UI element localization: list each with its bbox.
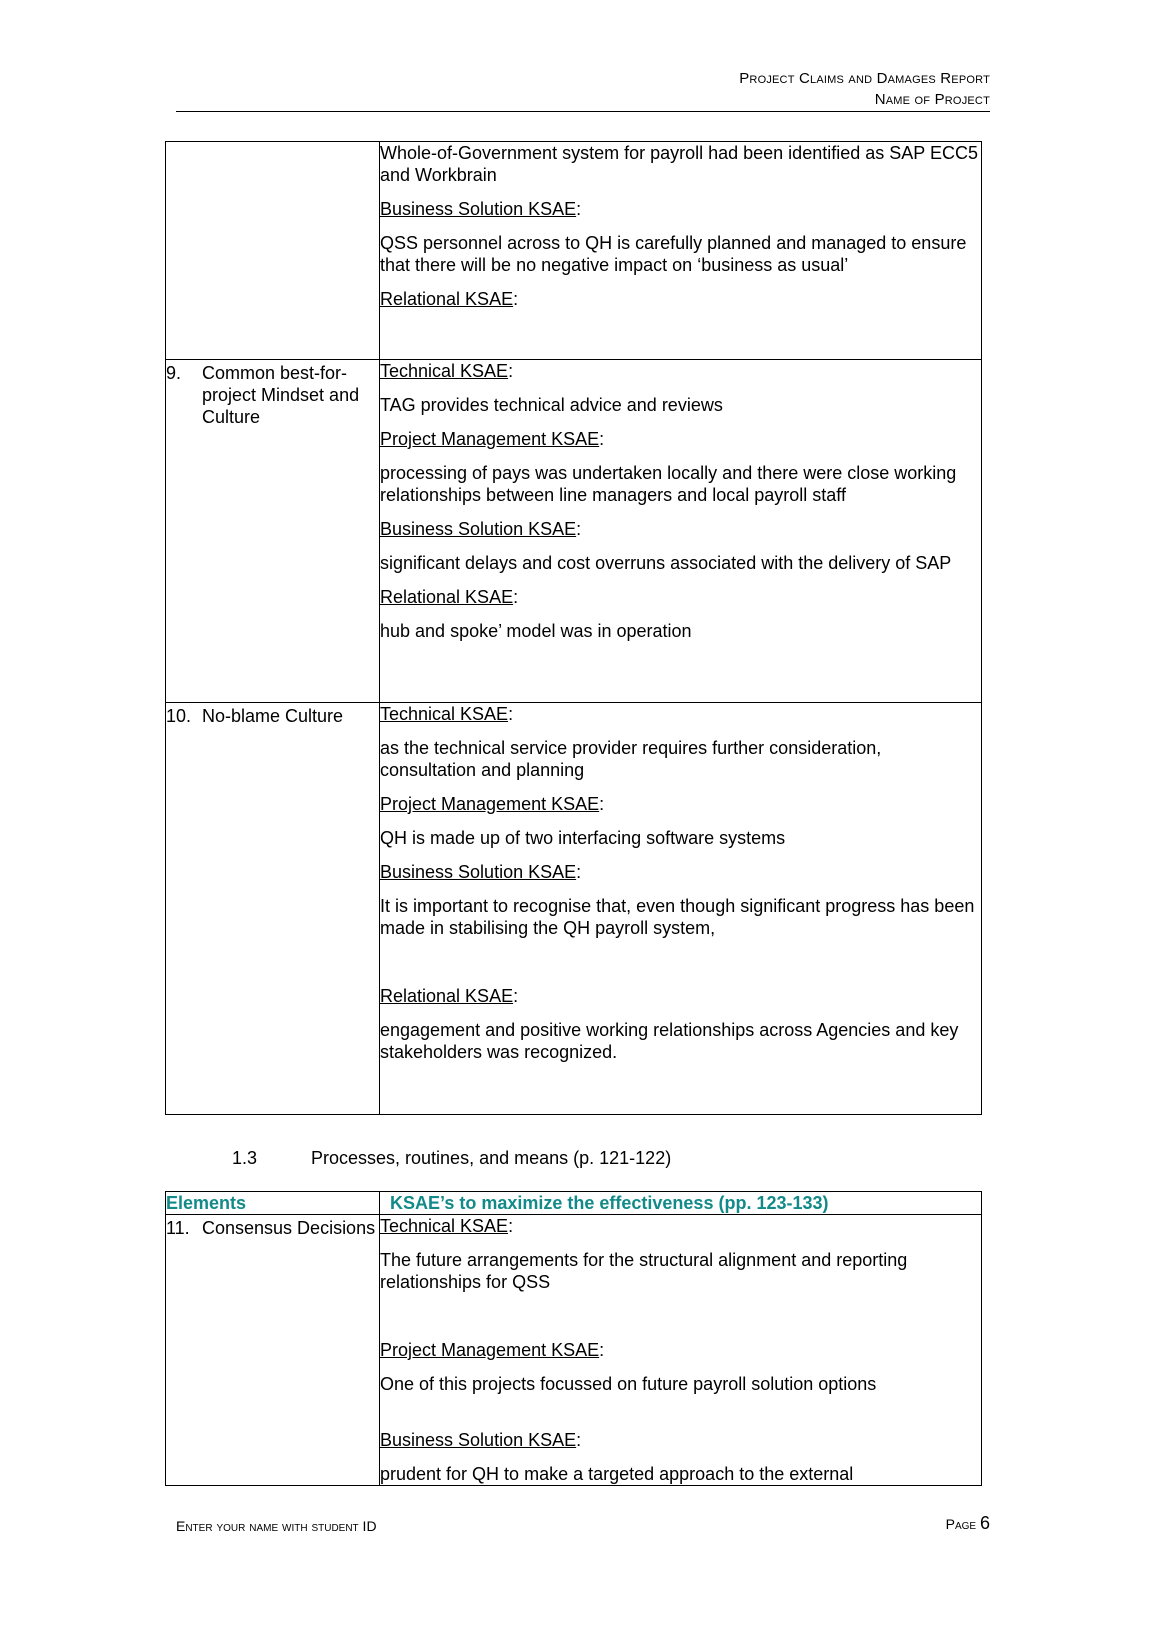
table-row	[166, 1215, 982, 1486]
ksae-label: Project Management KSAE:	[380, 794, 605, 814]
ksae-label: Business Solution KSAE:	[380, 519, 582, 539]
ksae-label: Business Solution KSAE:	[380, 862, 582, 882]
ksae-label: Relational KSAE:	[380, 289, 519, 309]
element-label: Common best-for-project Mindset and Culture	[202, 363, 360, 427]
ksae-text: TAG provides technical advice and reviews	[380, 395, 723, 415]
ksae-text: as the technical service provider requires further consideration, consultation and planning	[380, 738, 882, 780]
table-row	[166, 703, 982, 1115]
ksae-table-continued	[165, 141, 982, 1115]
ksae-label: Relational KSAE:	[380, 587, 519, 607]
section-title: Processes, routines, and means (p. 121-122)	[311, 1148, 672, 1168]
ksae-cell	[380, 703, 982, 1115]
ksae-text: One of this projects focussed on future payroll solution options	[380, 1374, 877, 1394]
ksae-text: Whole-of-Government system for payroll had been identified as SAP ECC5 and Workbrain	[380, 143, 978, 185]
ksae-label: Project Management KSAE:	[380, 429, 605, 449]
ksae-text: It is important to recognise that, even though significant progress has been made in stabilising the QH payroll system,	[380, 896, 975, 938]
ksae-cell	[380, 1215, 982, 1486]
ksae-label: Project Management KSAE:	[380, 1340, 605, 1360]
ksae-cell	[380, 360, 982, 703]
ksae-cell	[380, 142, 982, 360]
element-label: Consensus Decisions	[202, 1218, 376, 1238]
column-header-elements: Elements	[166, 1192, 380, 1215]
ksae-label: Technical KSAE:	[380, 361, 514, 381]
footer-student: Enter your name with student ID	[176, 1518, 377, 1534]
ksae-label: Technical KSAE:	[380, 1216, 514, 1236]
element-cell	[166, 360, 380, 703]
section-heading	[232, 1147, 671, 1169]
column-header-ksae: KSAE’s to maximize the effectiveness (pp. 123-133)	[380, 1192, 982, 1215]
table-header-row	[166, 1192, 982, 1215]
header-divider	[176, 111, 990, 112]
ksae-label: Business Solution KSAE:	[380, 1430, 582, 1450]
report-title: Project Claims and Damages Report	[739, 70, 990, 87]
ksae-label: Relational KSAE:	[380, 986, 519, 1006]
ksae-label: Business Solution KSAE:	[380, 199, 582, 219]
ksae-label: Technical KSAE:	[380, 704, 514, 724]
ksae-text: significant delays and cost overruns associated with the delivery of SAP	[380, 553, 952, 573]
page-label: Page	[945, 1516, 977, 1532]
footer-page	[946, 1513, 990, 1534]
ksae-table-processes	[165, 1191, 982, 1486]
element-label: No-blame Culture	[202, 706, 344, 726]
project-name: Name of Project	[874, 91, 990, 108]
element-cell	[166, 703, 380, 1115]
page-number: 6	[979, 1513, 990, 1533]
ksae-text: QSS personnel across to QH is carefully planned and managed to ensure that there will be no negative impact on ‘business as usual’	[380, 233, 967, 275]
ksae-text: The future arrangements for the structural alignment and reporting relationships for QSS	[380, 1250, 908, 1292]
ksae-text: hub and spoke’ model was in operation	[380, 621, 692, 641]
element-number: 11.	[166, 1218, 190, 1238]
section-number: 1.3	[232, 1148, 258, 1168]
table-row	[166, 142, 982, 360]
element-number: 9.	[166, 363, 182, 383]
element-cell	[166, 1215, 380, 1486]
page-header	[176, 68, 990, 110]
ksae-text: QH is made up of two interfacing software systems	[380, 828, 786, 848]
ksae-text: engagement and positive working relationships across Agencies and key stakeholders was recognized.	[380, 1020, 959, 1062]
table-row	[166, 360, 982, 703]
ksae-text: prudent for QH to make a targeted approach to the external	[380, 1464, 854, 1484]
ksae-text: processing of pays was undertaken locally and there were close working relationships between line managers and local payroll staff	[380, 463, 957, 505]
element-number: 10.	[166, 706, 192, 726]
element-cell	[166, 142, 380, 360]
